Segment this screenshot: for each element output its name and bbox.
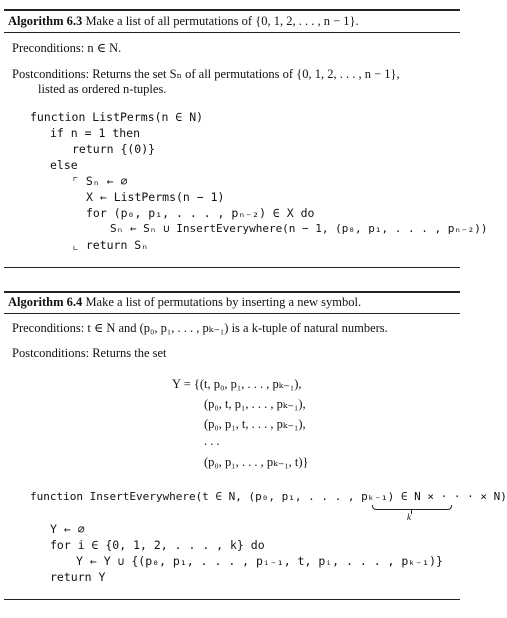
alg2-bottom-rule [4, 599, 460, 600]
alg2-brace-label: k [407, 512, 411, 522]
alg2-title-rule [4, 313, 460, 314]
alg1-code-line: if n = 1 then [50, 126, 141, 140]
alg2-display-line: (p₀, p₁, . . . , pₖ₋₁, t)} [204, 455, 309, 469]
alg1-bottom-rule [4, 267, 460, 268]
alg2-top-rule [4, 291, 460, 293]
alg1-title-rule [4, 32, 460, 33]
alg1-title [8, 14, 359, 29]
alg1-code-line: for (p₀, p₁, . . . , pₙ₋₂) ∈ X do [86, 206, 315, 220]
alg2-signature: function InsertEverywhere(t ∈ N, (p₀, p₁, . . . , pₖ₋₁) ∈ N × · · · × N) [30, 490, 507, 503]
alg2-display-line: . . . [204, 434, 220, 448]
alg1-code-line: return {(0)} [72, 142, 156, 156]
alg2-code-line: Y ← ∅ [50, 522, 85, 536]
alg2-heading: Algorithm 6.4 [8, 295, 83, 309]
alg2-title [8, 295, 361, 310]
alg2-postconditions: Postconditions: Returns the set [12, 346, 167, 360]
alg2-display-line: (p₀, p₁, t, . . . , pₖ₋₁), [204, 417, 306, 431]
alg1-code-line: else [50, 158, 78, 172]
alg1-code-line: ⌞ return Sₙ [72, 238, 149, 252]
alg1-code-line: X ← ListPerms(n − 1) [86, 190, 225, 204]
alg1-code-line: Sₙ ← Sₙ ∪ InsertEverywhere(n − 1, (p₀, p₁, . . . , pₙ₋₂)) [110, 222, 488, 235]
alg2-preconditions: Preconditions: t ∈ N and (p₀, p₁, . . . , pₖ₋₁) is a k-tuple of natural numbers. [12, 321, 388, 335]
alg2-code-line: Y ← Y ∪ {(p₀, p₁, . . . , pᵢ₋₁, t, pᵢ, . . . , pₖ₋₁)} [76, 554, 443, 568]
alg2-display-line: Y = {(t, p₀, p₁, . . . , pₖ₋₁), [172, 377, 302, 391]
alg1-preconditions: Preconditions: n ∈ N. [12, 41, 122, 55]
alg2-underbrace [372, 505, 452, 510]
alg2-underbrace-tip [411, 510, 412, 514]
alg2-code-line: for i ∈ {0, 1, 2, . . . , k} do [50, 538, 265, 552]
alg2-code-line: return Y [50, 570, 106, 584]
alg1-top-rule [4, 9, 460, 11]
alg1-postconditions-line1: Postconditions: Returns the set Sₙ of all permutations of {0, 1, 2, . . . , n − 1}, [12, 67, 400, 81]
alg1-heading: Algorithm 6.3 [8, 14, 83, 28]
alg1-code-line: function ListPerms(n ∈ N) [30, 110, 204, 124]
alg1-caption: Make a list of all permutations of {0, 1, 2, . . . , n − 1}. [85, 14, 359, 28]
alg2-caption: Make a list of permutations by inserting a new symbol. [85, 295, 362, 309]
alg2-display-line: (p₀, t, p₁, . . . , pₖ₋₁), [204, 397, 306, 411]
alg1-code-line: ⌜ Sₙ ← ∅ [72, 174, 128, 188]
alg1-postconditions-line2: listed as ordered n-tuples. [38, 82, 167, 96]
